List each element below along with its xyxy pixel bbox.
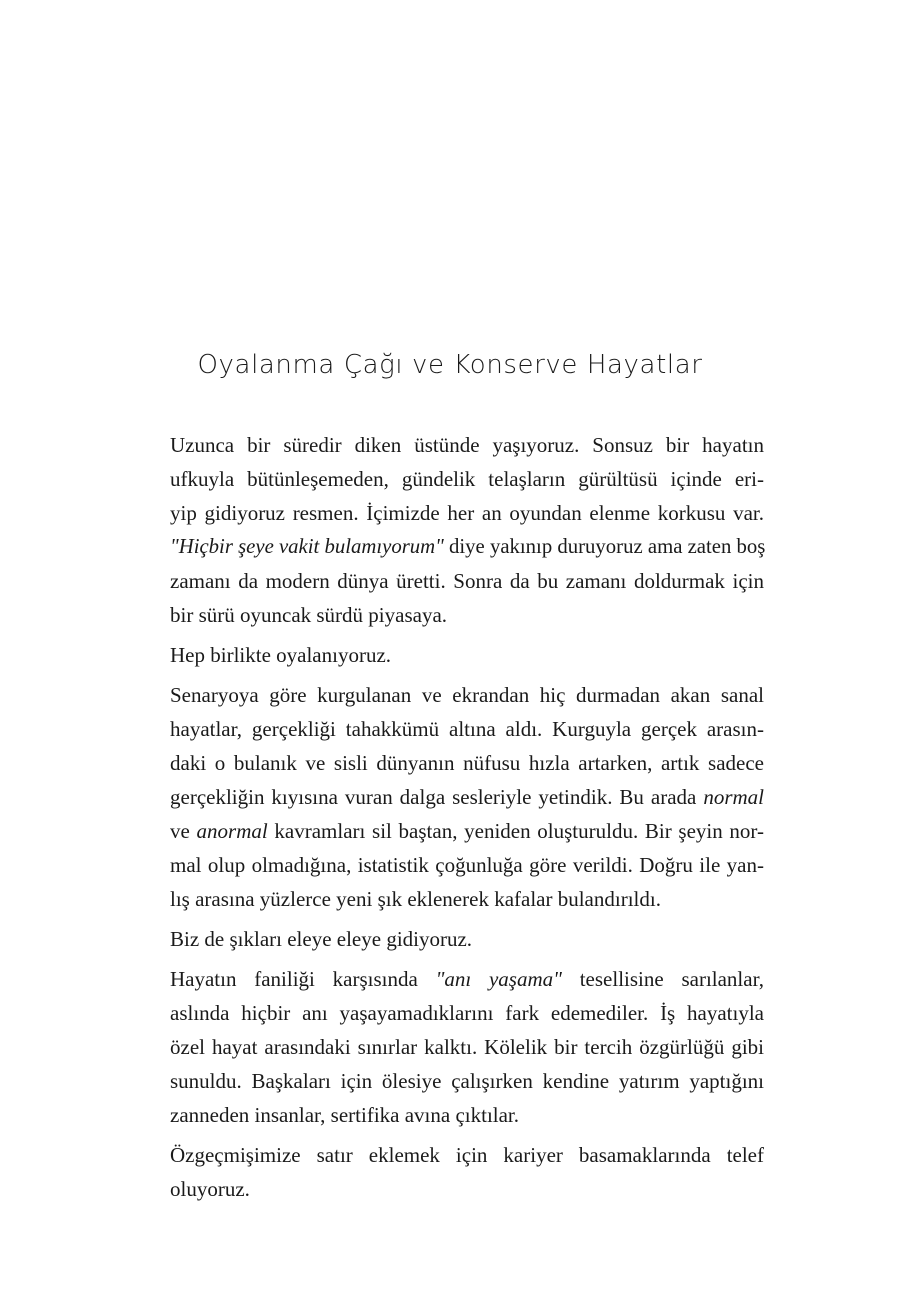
text-span: tesellisine sarılanlar, [561, 967, 764, 991]
text-line: Uzunca bir süredir diken üstünde yaşıyoruz. Sonsuz bir hayatın [170, 433, 764, 457]
paragraph-6 [138, 1138, 764, 1206]
text-span: diye yakınıp duruyoruz ama zaten boş [443, 536, 766, 558]
text-line [138, 780, 764, 814]
text-line: zamanı da modern dünya üretti. Sonra da bu zamanı doldurmak için [170, 569, 764, 593]
paragraph-4 [138, 922, 764, 956]
text-line [138, 962, 764, 996]
text-line: mal olup olmadığına, istatistik çoğunluğa göre verildi. Doğru ile yan- [170, 853, 764, 877]
italic-term: anormal [196, 819, 268, 843]
italic-quote: "anı yaşama" [435, 967, 562, 991]
chapter-body [138, 428, 764, 1212]
text-line: Biz de şıkları eleye eleye gidiyoruz. [170, 927, 473, 951]
text-span: ve [170, 819, 197, 843]
italic-term: normal [703, 785, 764, 809]
italic-quote: "Hiçbir şeye vakit bulamıyorum" [170, 536, 444, 558]
text-line [138, 814, 764, 848]
chapter-title: Oyalanma Çağı ve Konserve Hayatlar [197, 350, 703, 380]
text-line: yip gidiyoruz resmen. İçimizde her an oyundan elenme korkusu var. [170, 501, 764, 525]
text-line: daki o bulanık ve sisli dünyanın nüfusu hızla artarken, artık sadece [170, 751, 764, 775]
text-line: oluyoruz. [170, 1177, 250, 1201]
text-span: gerçekliğin kıyısına vuran dalga sesleriyle yetindik. Bu arada [170, 785, 704, 809]
text-line: lış arasına yüzlerce yeni şık eklenerek kafalar bulandırıldı. [170, 887, 661, 911]
text-line: Hep birlikte oyalanıyoruz. [170, 643, 392, 667]
text-line: hayatlar, gerçekliği tahakkümü altına aldı. Kurguyla gerçek arasın- [170, 717, 764, 741]
text-line: bir sürü oyuncak sürdü piyasaya. [170, 603, 448, 627]
text-line: Senaryoya göre kurgulanan ve ekrandan hiç durmadan akan sanal [170, 683, 764, 707]
text-line: özel hayat arasındaki sınırlar kalktı. Kölelik bir tercih özgürlüğü gibi [170, 1035, 764, 1059]
paragraph-3 [138, 678, 764, 916]
text-line: aslında hiçbir anı yaşayamadıklarını fark edemediler. İş hayatıyla [170, 1001, 764, 1025]
paragraph-1 [138, 428, 764, 632]
text-span: kavramları sil baştan, yeniden oluşturuldu. Bir şeyin nor- [267, 819, 764, 843]
text-line: ufkuyla bütünleşemeden, gündelik telaşların gürültüsü içinde eri- [170, 467, 764, 491]
paragraph-5 [138, 962, 764, 1132]
text-line: zanneden insanlar, sertifika avına çıktılar. [170, 1103, 520, 1127]
paragraph-2 [138, 638, 764, 672]
text-line: sunuldu. Başkaları için ölesiye çalışırken kendine yatırım yaptığını [170, 1069, 764, 1093]
text-span: Hayatın faniliği karşısında [170, 967, 436, 991]
text-line [138, 530, 764, 564]
text-line: Özgeçmişimize satır eklemek için kariyer basamaklarında telef [170, 1143, 764, 1167]
